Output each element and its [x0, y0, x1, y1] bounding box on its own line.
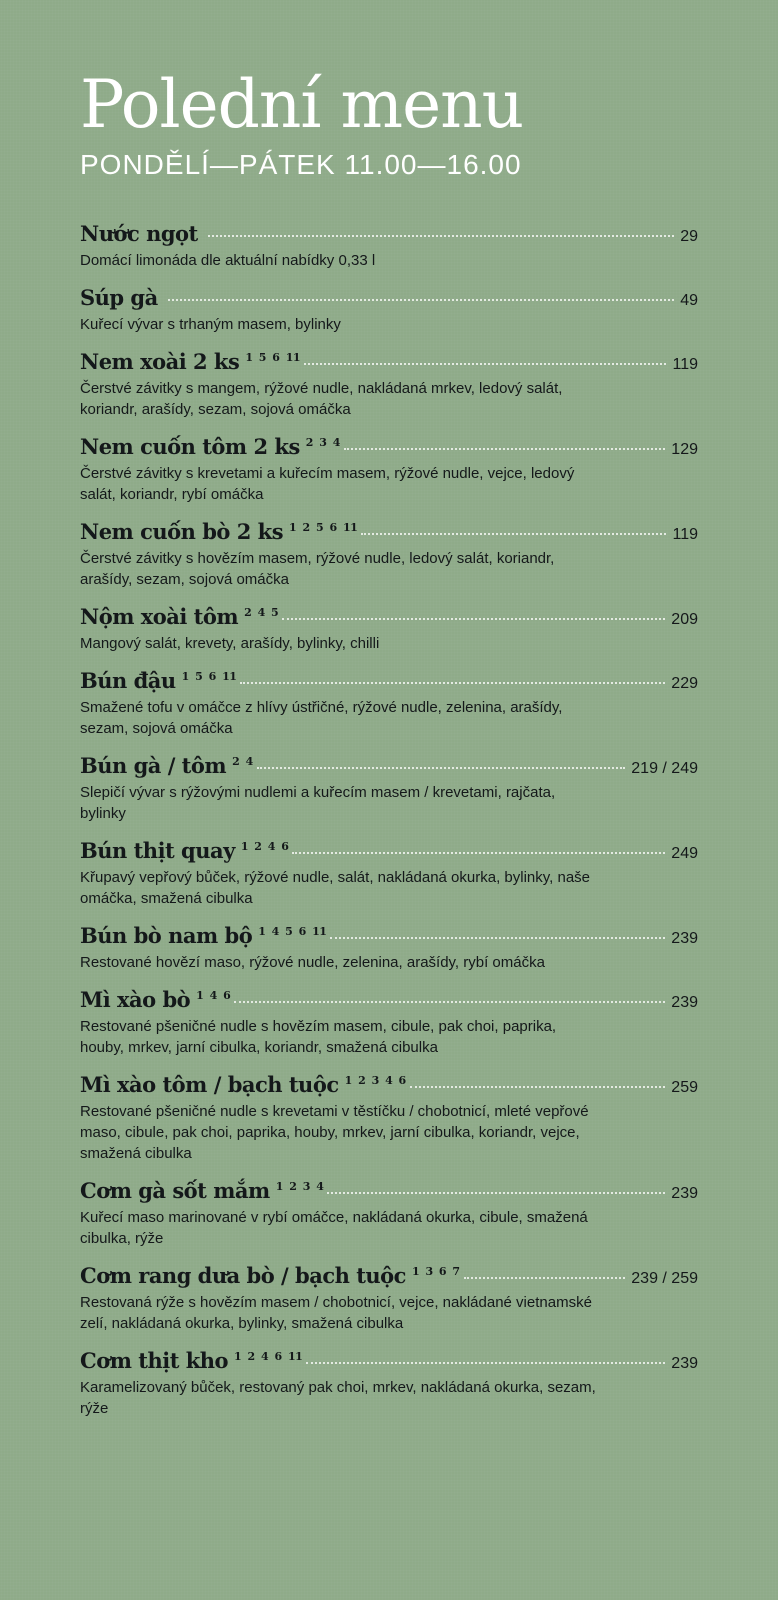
menu-item-description: Mangový salát, krevety, arašídy, bylinky, chilli [80, 634, 380, 652]
menu-item [80, 349, 698, 420]
menu-item-description: Restované pšeničné nudle s hovězím masem, cibule, pak choi, paprika, houby, mrkev, jarní cibulka, koriandr, smažená cibulka [80, 1017, 557, 1056]
dot-leader [208, 235, 674, 237]
menu-item-allergens: 1 2 3 4 6 [344, 1073, 406, 1087]
menu-item-price: 229 [671, 674, 698, 692]
menu-item-name [80, 838, 288, 863]
menu-item [80, 987, 698, 1058]
dot-leader [168, 299, 674, 301]
menu-item-description: Kuřecí vývar s trhaným masem, bylinky [80, 315, 341, 333]
menu-item-description: Čerstvé závitky s hovězím masem, rýžové nudle, ledový salát, koriandr, arašídy, sezam, sojová omáčka [80, 549, 555, 588]
menu-item-description: Čerstvé závitky s krevetami a kuřecím masem, rýžové nudle, vejce, ledový salát, koriandr, rybí omáčka [80, 464, 575, 503]
dot-leader [257, 767, 626, 769]
menu-item-description: Křupavý vepřový bůček, rýžové nudle, salát, nakládaná okurka, bylinky, naše omáčka, smažená cibulka [80, 868, 590, 907]
dot-leader [330, 937, 665, 939]
menu-item-name [80, 987, 230, 1012]
menu-item-name-text: Bún thịt quay [80, 837, 235, 863]
menu-item-description: Slepičí vývar s rýžovými nudlemi a kuřecím masem / krevetami, rajčata, bylinky [80, 783, 556, 822]
menu-item-description: Restované pšeničné nudle s krevetami v těstíčku / chobotnicí, mleté vepřové maso, cibule, pak choi, paprika, houby, mrkev, jarní cibulka, koriandr, vejce, smažená cibulka [80, 1102, 589, 1162]
menu-item [80, 838, 698, 909]
menu-item-price: 239 [671, 993, 698, 1011]
menu-item-description: Karamelizovaný bůček, restovaný pak choi, mrkev, nakládaná okurka, sezam, rýže [80, 1378, 596, 1417]
dot-leader [361, 533, 666, 535]
menu-item [80, 923, 698, 973]
menu-item-header [80, 434, 698, 459]
dot-leader [234, 1001, 665, 1003]
menu-item-name-text: Mì xào bò [80, 986, 191, 1012]
menu-item-header [80, 668, 698, 693]
menu-item [80, 519, 698, 590]
menu-item-name-text: Nem cuốn tôm 2 ks [80, 433, 300, 459]
dot-leader [464, 1277, 626, 1279]
menu-item [80, 753, 698, 824]
dot-leader [306, 1362, 665, 1364]
menu-item-price: 129 [671, 440, 698, 458]
menu-item-price: 119 [672, 355, 698, 373]
menu-item-name-text: Cơm rang dưa bò / bạch tuộc [80, 1262, 406, 1288]
menu-item-header [80, 1072, 698, 1097]
menu-item-price: 29 [680, 227, 698, 245]
menu-item-name-text: Súp gà [80, 284, 158, 310]
menu-item-allergens: 1 5 6 11 [245, 350, 301, 364]
menu-item-header [80, 1178, 698, 1203]
menu-item-name-text: Bún đậu [80, 667, 176, 693]
menu-item-price: 239 [671, 929, 698, 947]
menu-item-name [80, 519, 357, 544]
menu-item-description: Domácí limonáda dle aktuální nabídky 0,33 l [80, 251, 376, 269]
menu-item-header [80, 604, 698, 629]
menu-item-price: 209 [671, 610, 698, 628]
menu-item-description: Smažené tofu v omáčce z hlívy ústřičné, rýžové nudle, zelenina, arašídy, sezam, sojová omáčka [80, 698, 563, 737]
menu-item-name [80, 668, 236, 693]
dot-leader [282, 618, 665, 620]
menu-item-header [80, 349, 698, 374]
menu-item-name [80, 221, 204, 246]
menu-item-description: Čerstvé závitky s mangem, rýžové nudle, nakládaná mrkev, ledový salát, koriandr, arašídy, sezam, sojová omáčka [80, 379, 563, 418]
menu-item-price: 219 / 249 [631, 759, 698, 777]
menu-item-description: Restované hovězí maso, rýžové nudle, zelenina, arašídy, rybí omáčka [80, 953, 545, 971]
menu-item-header [80, 285, 698, 310]
menu-item-description: Restovaná rýže s hovězím masem / chobotnicí, vejce, nakládané vietnamské zelí, nakládaná okurka, bylinky, smažená cibulka [80, 1293, 592, 1332]
menu-item-name-text: Bún gà / tôm [80, 752, 227, 778]
menu-item [80, 1348, 698, 1419]
menu-item-price: 239 / 259 [631, 1269, 698, 1287]
menu-item-allergens: 1 4 6 [196, 988, 231, 1002]
menu-item [80, 221, 698, 271]
menu-item-header [80, 1263, 698, 1288]
menu-item-name [80, 604, 278, 629]
menu-item-header [80, 519, 698, 544]
page-subtitle: PONDĚLÍ—PÁTEK 11.00—16.00 [80, 149, 522, 180]
menu-item [80, 434, 698, 505]
menu-item-name [80, 349, 300, 374]
menu-item-name [80, 1072, 406, 1097]
menu-item-name-text: Cơm thịt kho [80, 1347, 229, 1373]
menu-item-allergens: 2 3 4 [305, 435, 340, 449]
menu-item-allergens: 1 4 5 6 11 [258, 924, 327, 938]
menu-list [80, 221, 698, 1419]
menu-item-price: 259 [671, 1078, 698, 1096]
menu-item [80, 1072, 698, 1164]
menu-item [80, 604, 698, 654]
menu-item-header [80, 1348, 698, 1373]
menu-item [80, 1178, 698, 1249]
menu-item-price: 119 [672, 525, 698, 543]
menu-item-header [80, 987, 698, 1012]
menu-item-price: 49 [680, 291, 698, 309]
menu-item [80, 1263, 698, 1334]
menu-item-name-text: Nem xoài 2 ks [80, 348, 240, 374]
dot-leader [240, 682, 665, 684]
menu-item-name [80, 753, 253, 778]
menu-item-name [80, 285, 164, 310]
menu-item-price: 239 [671, 1184, 698, 1202]
menu-item [80, 285, 698, 335]
menu-item-header [80, 838, 698, 863]
page-title: Polední menu [80, 66, 524, 143]
menu-item-name [80, 434, 340, 459]
menu-item-allergens: 2 4 [232, 754, 253, 768]
menu-item-description: Kuřecí maso marinované v rybí omáčce, nakládaná okurka, cibule, smažená cibulka, rýže [80, 1208, 588, 1247]
menu-item-name-text: Nem cuốn bò 2 ks [80, 518, 284, 544]
menu-item-header [80, 753, 698, 778]
menu-item-allergens: 2 4 5 [244, 605, 279, 619]
menu-item-name [80, 923, 326, 948]
dot-leader [292, 852, 665, 854]
menu-item-name-text: Bún bò nam bộ [80, 922, 253, 948]
menu-item-name [80, 1348, 302, 1373]
menu-item-allergens: 1 2 3 4 [275, 1179, 324, 1193]
menu-item-allergens: 1 2 4 6 11 [234, 1349, 303, 1363]
menu-item-header [80, 221, 698, 246]
menu-item-name-text: Nước ngọt [80, 220, 198, 246]
menu-item-allergens: 1 2 5 6 11 [289, 520, 358, 534]
menu-item-name-text: Cơm gà sốt mắm [80, 1177, 270, 1203]
menu-item-price: 249 [671, 844, 698, 862]
menu-item-price: 239 [671, 1354, 698, 1372]
dot-leader [304, 363, 666, 365]
menu-item-allergens: 1 3 6 7 [411, 1264, 460, 1278]
menu-item-name [80, 1263, 460, 1288]
menu-item-name [80, 1178, 323, 1203]
menu-item-name-text: Nộm xoài tôm [80, 603, 239, 629]
menu-item-header [80, 923, 698, 948]
dot-leader [327, 1192, 665, 1194]
dot-leader [344, 448, 665, 450]
menu-item-name-text: Mì xào tôm / bạch tuộc [80, 1071, 339, 1097]
dot-leader [410, 1086, 666, 1088]
menu-item-allergens: 1 2 4 6 [240, 839, 289, 853]
menu-item-allergens: 1 5 6 11 [181, 669, 237, 683]
menu-item [80, 668, 698, 739]
